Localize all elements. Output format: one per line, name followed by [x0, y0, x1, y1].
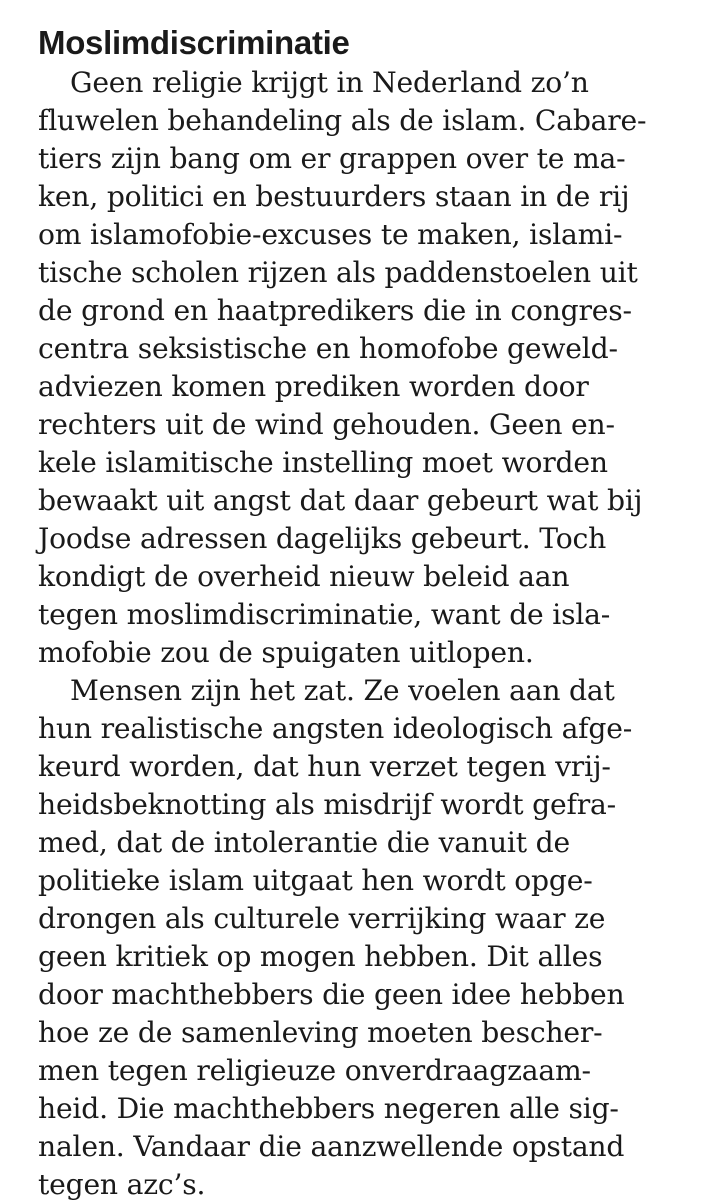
text-line: adviezen komen prediken worden door: [38, 370, 589, 403]
article-headline: Moslimdiscriminatie: [38, 24, 350, 61]
text-line: centra seksistische en homofobe geweld-: [38, 332, 618, 365]
text-line: fluwelen behandeling als de islam. Cabare-: [38, 104, 647, 137]
text-line: heid. Die machthebbers negeren alle sig-: [38, 1092, 619, 1125]
text-line: door machthebbers die geen idee hebben: [38, 978, 625, 1011]
text-line: heidsbeknotting als misdrijf wordt gefra-: [38, 788, 616, 821]
text-line: men tegen religieuze onverdraagzaam-: [38, 1054, 591, 1087]
text-line: ken, politici en bestuurders staan in de rij: [38, 180, 630, 213]
text-line: mofobie zou de spuigaten uitlopen.: [38, 636, 534, 669]
text-line: kondigt de overheid nieuw beleid aan: [38, 560, 570, 593]
text-line: hoe ze de samenleving moeten bescher-: [38, 1016, 603, 1049]
text-line: tische scholen rijzen als paddenstoelen uit: [38, 256, 638, 289]
article-body: [38, 64, 708, 1204]
text-line: med, dat de intolerantie die vanuit de: [38, 826, 570, 859]
text-line: rechters uit de wind gehouden. Geen en-: [38, 408, 615, 441]
text-line: tegen azc’s.: [38, 1168, 206, 1201]
text-line: nalen. Vandaar die aanzwellende opstand: [38, 1130, 625, 1163]
text-line: de grond en haatpredikers die in congres-: [38, 294, 632, 327]
text-line: tiers zijn bang om er grappen over te ma-: [38, 142, 626, 175]
article: [38, 22, 708, 1204]
text-line: bewaakt uit angst dat daar gebeurt wat bij: [38, 484, 643, 517]
text-line: keurd worden, dat hun verzet tegen vrij-: [38, 750, 611, 783]
text-line: hun realistische angsten ideologisch afge-: [38, 712, 633, 745]
text-line: drongen als culturele verrijking waar ze: [38, 902, 606, 935]
text-line: geen kritiek op mogen hebben. Dit alles: [38, 940, 603, 973]
paragraph-2: [38, 672, 708, 1204]
text-line: om islamofobie-excuses te maken, islami-: [38, 218, 623, 251]
text-line: Joodse adressen dagelijks gebeurt. Toch: [38, 522, 607, 555]
text-line: Mensen zijn het zat. Ze voelen aan dat: [70, 674, 615, 707]
text-line: Geen religie krijgt in Nederland zo’n: [70, 66, 589, 99]
text-line: tegen moslimdiscriminatie, want de isla-: [38, 598, 611, 631]
text-line: politieke islam uitgaat hen wordt opge-: [38, 864, 593, 897]
text-line: kele islamitische instelling moet worden: [38, 446, 608, 479]
paragraph-1: [38, 64, 708, 672]
